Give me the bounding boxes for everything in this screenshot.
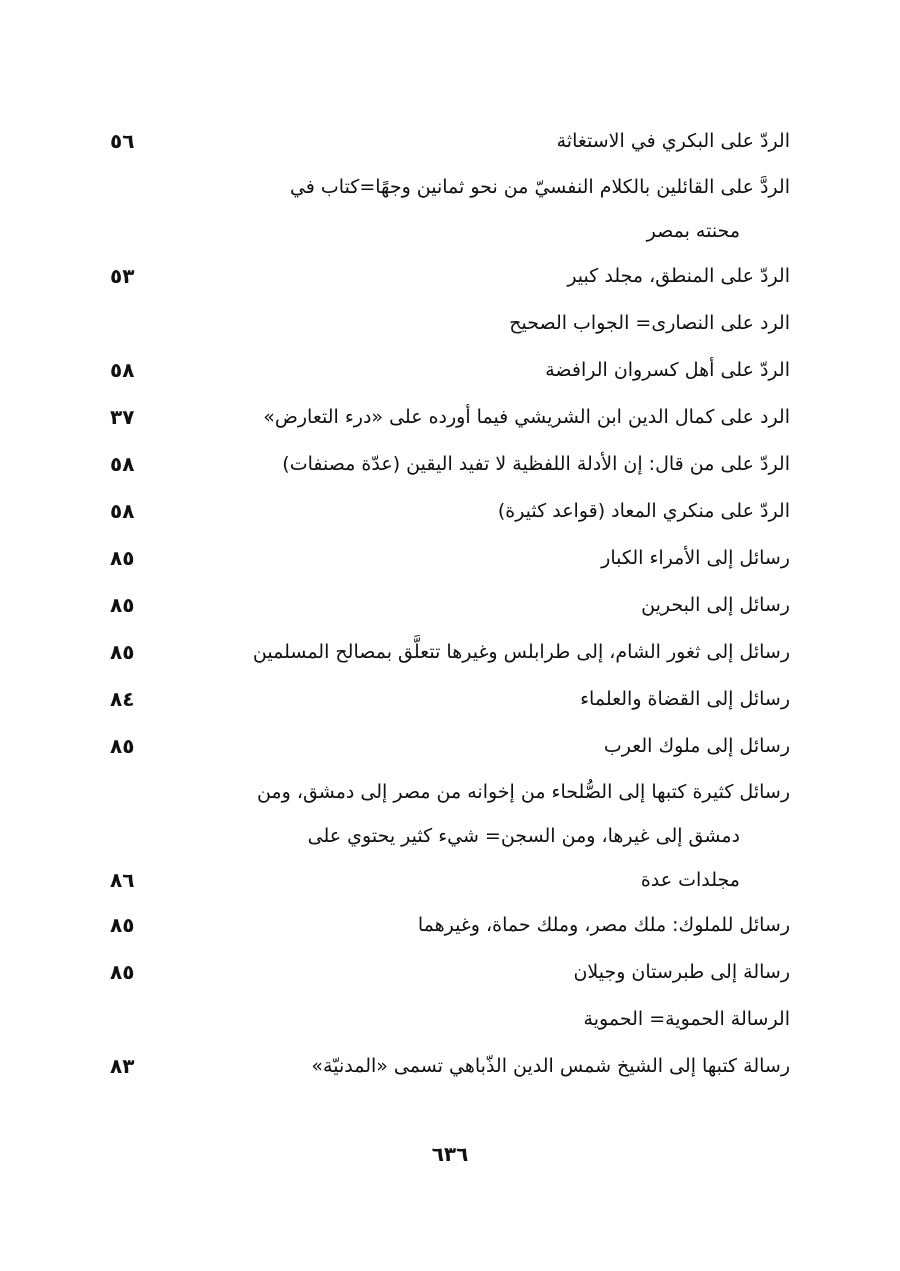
entry-text: رسائل إلى ملوك العرب bbox=[603, 735, 790, 757]
entry-text: الردّ على منكري المعاد (قواعد كثيرة) bbox=[497, 500, 790, 522]
entry-text: الرد على كمال الدين ابن الشريشي فيما أورده على «درء التعارض» bbox=[263, 406, 790, 428]
entry-text: رسائل إلى الأمراء الكبار bbox=[601, 547, 790, 569]
entry-page-number: ٨٥ bbox=[110, 734, 135, 758]
entry-text: الردّ على أهل كسروان الرافضة bbox=[545, 359, 790, 381]
entry-page-number: ٥٦ bbox=[110, 129, 135, 153]
index-entry bbox=[100, 770, 790, 902]
entry-page-number: ٨٣ bbox=[110, 1054, 135, 1078]
entry-text: رسائل إلى القضاة والعلماء bbox=[580, 688, 790, 710]
entry-text: الردّ على من قال: إن الأدلة اللفظية لا تفيد اليقين (عدّة مصنفات) bbox=[282, 453, 790, 475]
entry-text: الردّ على المنطق، مجلد كبير bbox=[567, 265, 790, 287]
entry-page-number: ٨٥ bbox=[110, 640, 135, 664]
entry-page-number: ٥٨ bbox=[110, 358, 135, 382]
entry-text: رسائل إلى ثغور الشام، إلى طرابلس وغيرها تتعلَّق بمصالح المسلمين bbox=[252, 641, 790, 663]
index-list bbox=[100, 118, 790, 1090]
index-entry bbox=[100, 629, 790, 676]
entry-text: رسالة كتبها إلى الشيخ شمس الدين الذّباهي تسمى «المدنيّة» bbox=[311, 1055, 790, 1077]
entry-page-number: ٥٨ bbox=[110, 452, 135, 476]
entry-text: الرسالة الحموية= الحموية bbox=[583, 1008, 790, 1030]
entry-page-number: ٨٥ bbox=[110, 593, 135, 617]
entry-text: رسائل إلى البحرين bbox=[641, 594, 790, 616]
index-entry bbox=[100, 676, 790, 723]
entry-text bbox=[230, 165, 790, 253]
index-entry bbox=[100, 902, 790, 949]
entry-line: الردَّ على القائلين بالكلام النفسيّ من نحو ثمانين وجهًا=كتاب في bbox=[289, 176, 790, 198]
entry-page-number: ٨٦ bbox=[110, 868, 135, 892]
entry-line: رسائل كثيرة كتبها إلى الصُّلحاء من إخوانه من مصر إلى دمشق، ومن bbox=[256, 781, 790, 803]
index-entry bbox=[100, 1043, 790, 1090]
entry-page-number: ٨٥ bbox=[110, 546, 135, 570]
index-entry bbox=[100, 996, 790, 1043]
entry-page-number: ٥٣ bbox=[110, 264, 135, 288]
index-entry bbox=[100, 347, 790, 394]
entry-text: الرد على النصارى= الجواب الصحيح bbox=[509, 312, 790, 334]
entry-page-number: ٥٨ bbox=[110, 499, 135, 523]
entry-text: رسائل للملوك: ملك مصر، وملك حماة، وغيرهما bbox=[417, 914, 790, 936]
entry-page-number: ٨٤ bbox=[110, 687, 135, 711]
entry-text: رسالة إلى طبرستان وجيلان bbox=[573, 961, 790, 983]
entry-page-number: ٨٥ bbox=[110, 913, 135, 937]
footer-page-number: ٦٣٦ bbox=[431, 1142, 469, 1166]
entry-line-continued: مجلدات عدة bbox=[640, 869, 740, 891]
index-entry bbox=[100, 488, 790, 535]
index-entry bbox=[100, 253, 790, 300]
index-entry bbox=[100, 441, 790, 488]
entry-line-continued: محنته بمصر bbox=[646, 220, 740, 242]
index-entry bbox=[100, 118, 790, 165]
index-entry bbox=[100, 394, 790, 441]
index-entry bbox=[100, 535, 790, 582]
index-entry bbox=[100, 723, 790, 770]
entry-line-continued: دمشق إلى غيرها، ومن السجن= شيء كثير يحتوي على bbox=[307, 825, 740, 847]
index-entry bbox=[100, 165, 790, 253]
entry-page-number: ٨٥ bbox=[110, 960, 135, 984]
index-entry bbox=[100, 300, 790, 347]
entry-text bbox=[230, 770, 790, 902]
entry-text: الردّ على البكري في الاستغاثة bbox=[556, 130, 790, 152]
index-entry bbox=[100, 582, 790, 629]
index-entry bbox=[100, 949, 790, 996]
entry-page-number: ٣٧ bbox=[110, 405, 135, 429]
